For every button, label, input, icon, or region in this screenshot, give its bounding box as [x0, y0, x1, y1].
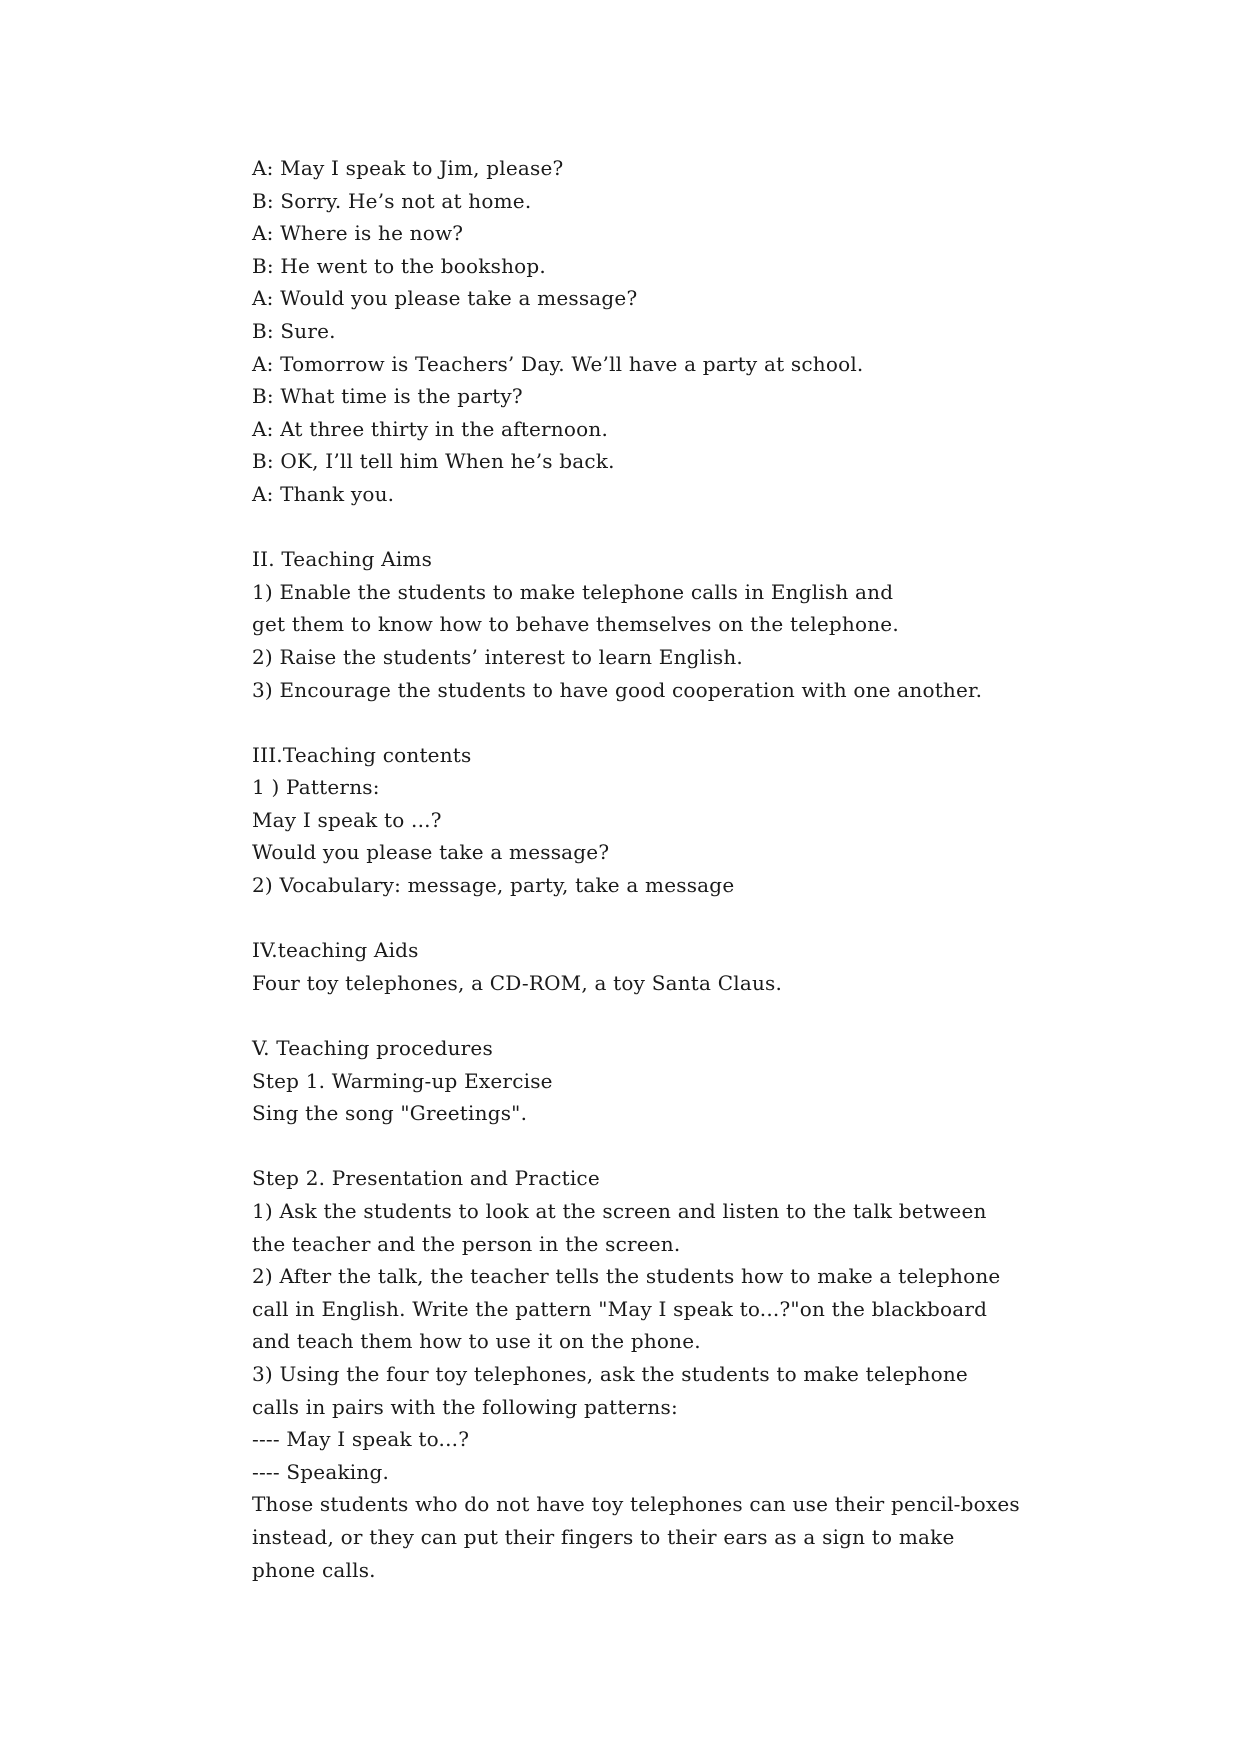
step-line: 2) After the talk, the teacher tells the students how to make a telephone: [252, 1264, 1001, 1289]
step-title: Step 2. Presentation and Practice: [252, 1166, 600, 1191]
section-heading: II. Teaching Aims: [252, 547, 433, 572]
step-line: ---- May I speak to...?: [252, 1427, 470, 1452]
step-line: instead, or they can put their fingers to their ears as a sign to make: [252, 1524, 955, 1549]
step-line: the teacher and the person in the screen.: [252, 1231, 681, 1256]
spacer: [252, 999, 1012, 1032]
dialogue-line: A: Where is he now?: [252, 221, 464, 246]
aims-line: get them to know how to behave themselves on the telephone.: [252, 612, 899, 637]
contents-line: Would you please take a message?: [252, 840, 610, 865]
dialogue-section: [252, 152, 1012, 511]
contents-line: 1 ) Patterns:: [252, 775, 380, 800]
step-line: phone calls.: [252, 1557, 376, 1582]
step-line: call in English. Write the pattern "May I speak to...?"on the blackboard: [252, 1296, 988, 1321]
step-line: Sing the song "Greetings".: [252, 1101, 528, 1126]
aims-line: 1) Enable the students to make telephone calls in English and: [252, 579, 894, 604]
teaching-contents-section: [252, 739, 1012, 902]
step-line: calls in pairs with the following patterns:: [252, 1394, 678, 1419]
document-page: [252, 152, 1020, 1586]
spacer: [252, 1130, 1012, 1163]
dialogue-line: B: What time is the party?: [252, 384, 523, 409]
dialogue-line: A: Thank you.: [252, 481, 395, 506]
section-heading: V. Teaching procedures: [252, 1036, 493, 1061]
section-heading: III.Teaching contents: [252, 742, 472, 767]
step-title: Step 1. Warming-up Exercise: [252, 1068, 553, 1093]
step-line: and teach them how to use it on the phone.: [252, 1329, 701, 1354]
dialogue-line: B: OK, I’ll tell him When he’s back.: [252, 449, 615, 474]
spacer: [252, 706, 1012, 739]
aims-line: 2) Raise the students’ interest to learn English.: [252, 644, 743, 669]
teaching-aids-section: [252, 934, 1012, 999]
dialogue-line: A: Tomorrow is Teachers’ Day. We’ll have a party at school.: [252, 351, 864, 376]
dialogue-line: A: At three thirty in the afternoon.: [252, 416, 609, 441]
section-heading: IV.teaching Aids: [252, 938, 419, 963]
teaching-aims-section: [252, 543, 1012, 706]
dialogue-line: A: Would you please take a message?: [252, 286, 638, 311]
dialogue-line: B: He went to the bookshop.: [252, 253, 546, 278]
contents-line: 2) Vocabulary: message, party, take a message: [252, 873, 735, 898]
step-line: ---- Speaking.: [252, 1459, 390, 1484]
dialogue-line: B: Sure.: [252, 318, 336, 343]
step-line: 3) Using the four toy telephones, ask the students to make telephone: [252, 1361, 968, 1386]
teaching-procedures-section: [252, 1032, 1020, 1586]
step-line: 1) Ask the students to look at the screen and listen to the talk between: [252, 1199, 987, 1223]
aims-line: 3) Encourage the students to have good cooperation with one another.: [252, 677, 983, 702]
spacer: [252, 511, 1012, 544]
aids-line: Four toy telephones, a CD-ROM, a toy Santa Claus.: [252, 970, 783, 995]
contents-line: May I speak to ...?: [252, 807, 442, 832]
spacer: [252, 902, 1012, 935]
step-line: Those students who do not have toy telephones can use their pencil-boxes: [252, 1492, 1020, 1517]
dialogue-line: B: Sorry. He’s not at home.: [252, 188, 532, 213]
dialogue-line: A: May I speak to Jim, please?: [252, 156, 564, 180]
